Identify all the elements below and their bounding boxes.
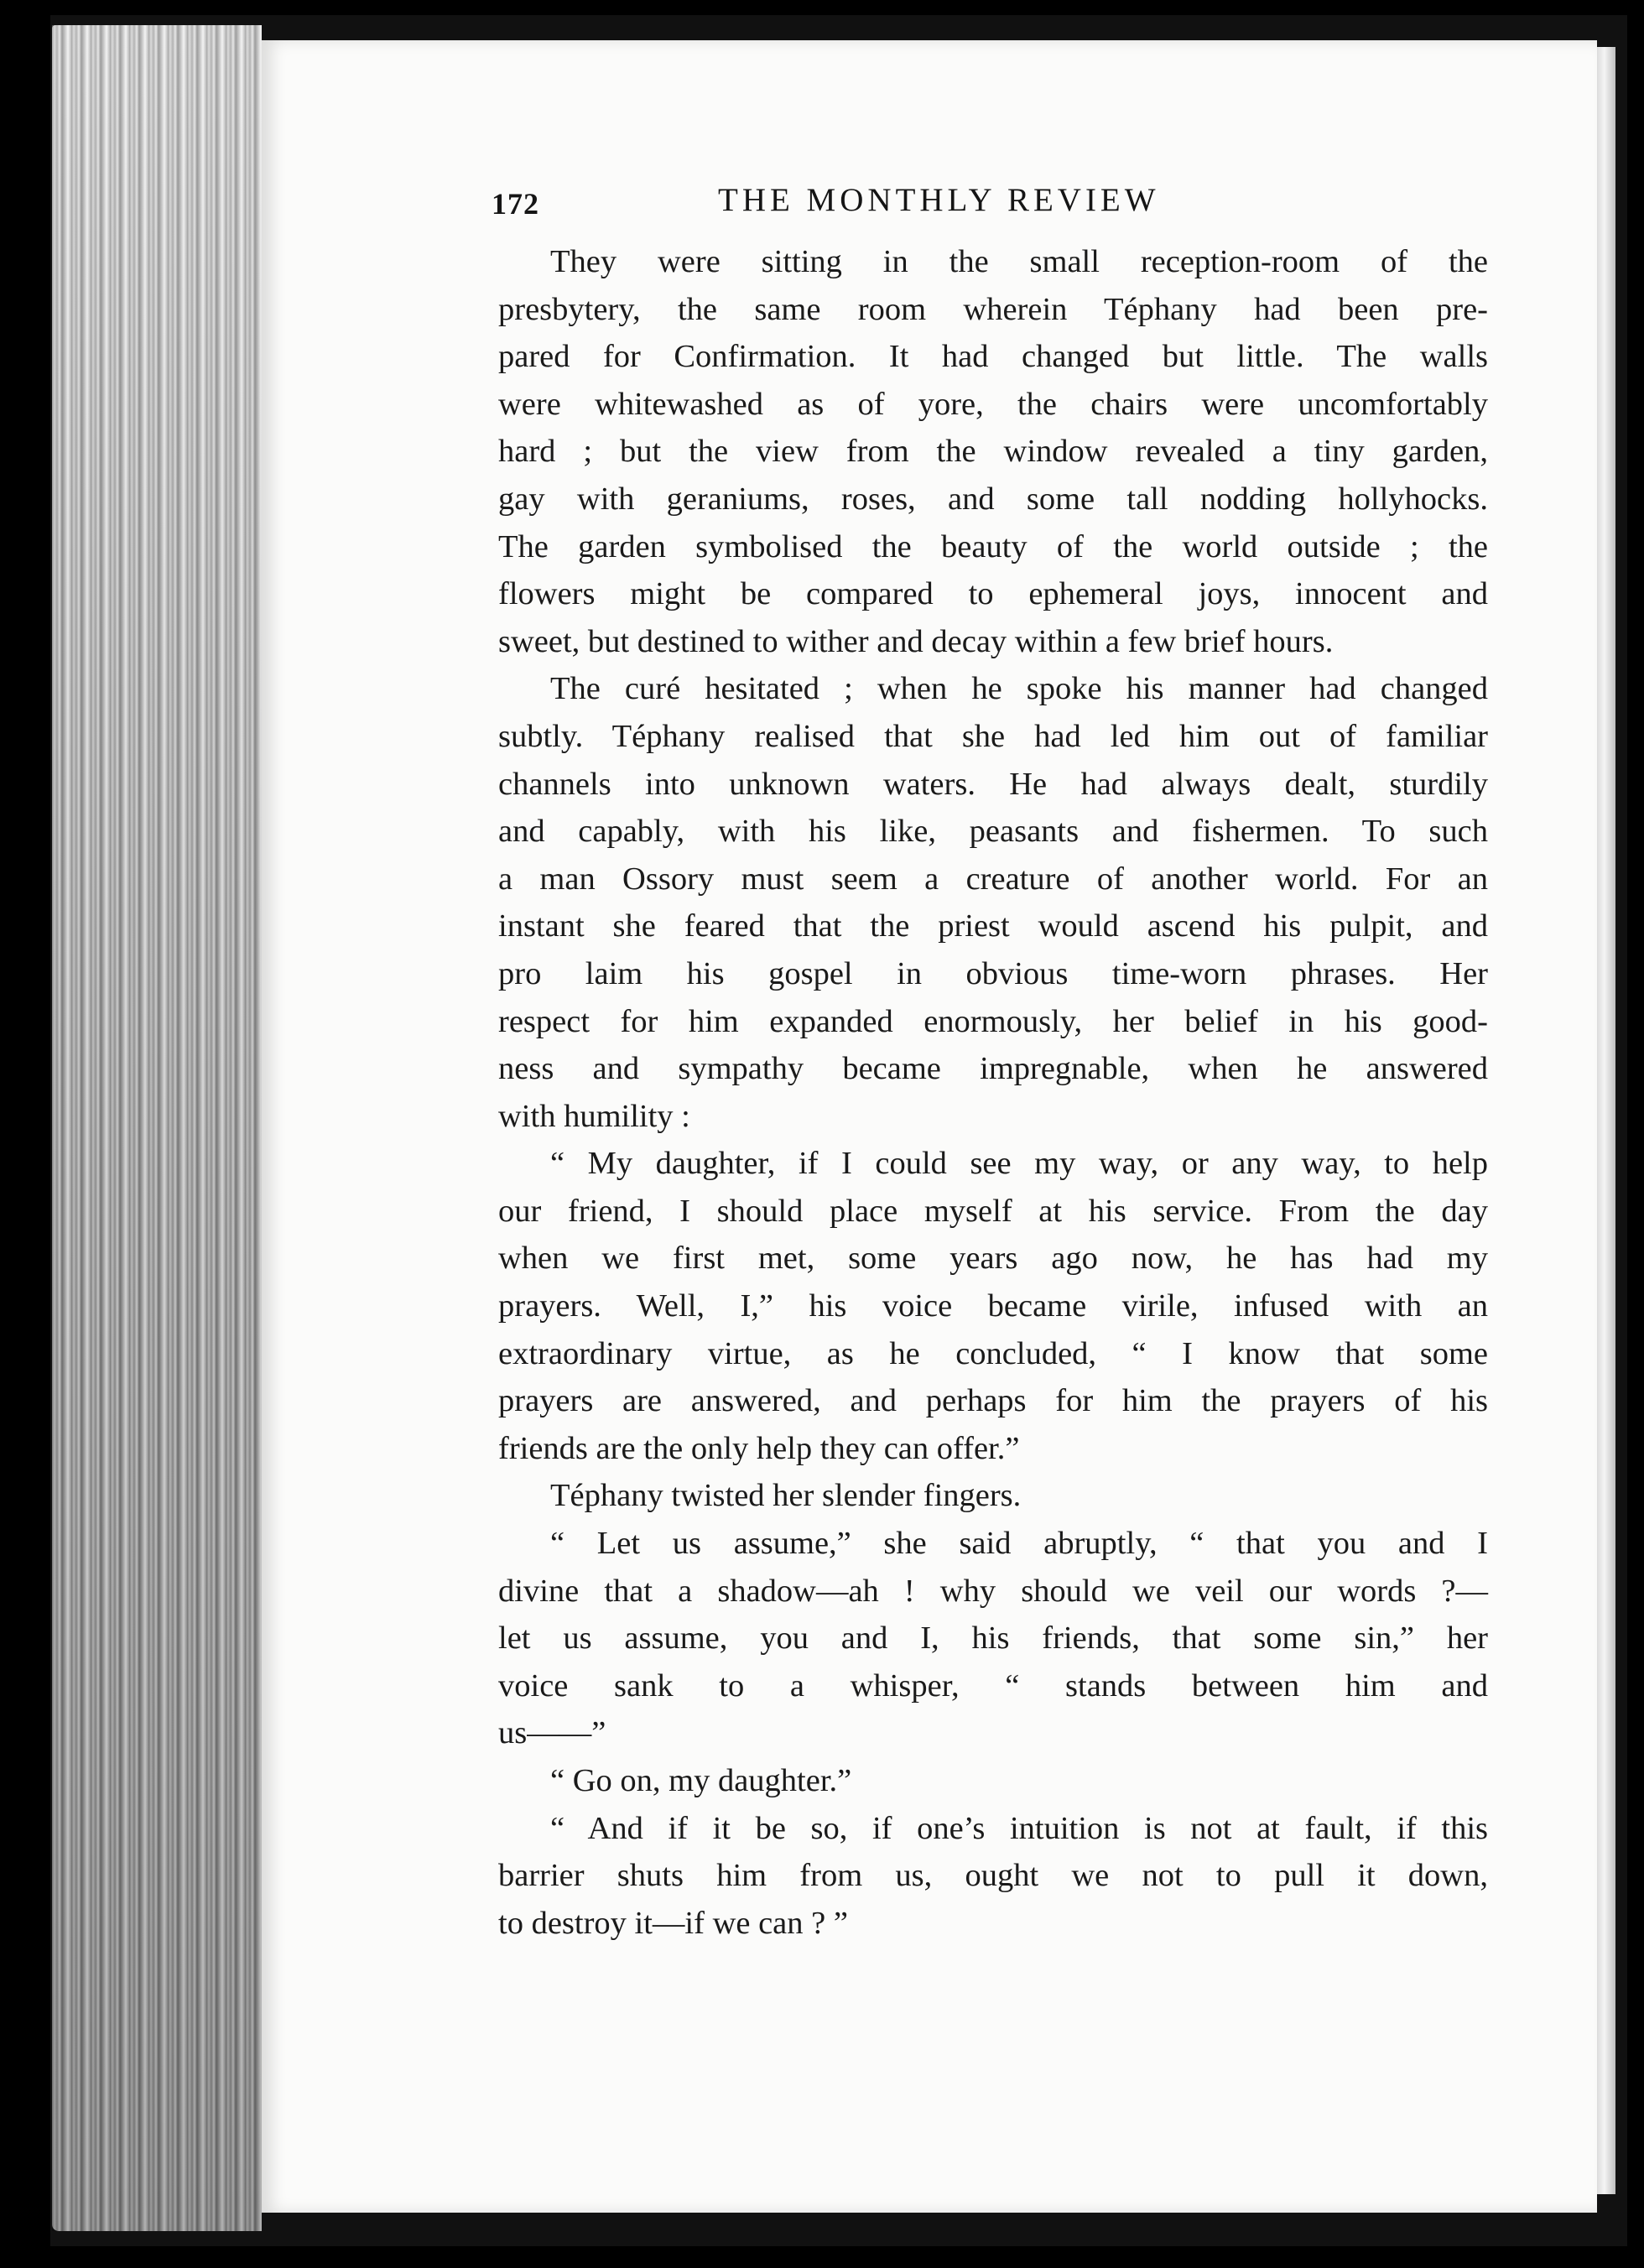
text-line: pared for Confirmation. It had changed but little. The walls bbox=[498, 339, 1488, 375]
text-line: ness and sympathy became impregnable, when he answered bbox=[498, 1051, 1488, 1087]
text-line: with humility : bbox=[498, 1098, 690, 1134]
text-line: “ And if it be so, if one’s intuition is not at fault, if this bbox=[550, 1810, 1488, 1846]
text-line: us——” bbox=[498, 1715, 606, 1751]
text-line: prayers. Well, I,” his voice became virile, infused with an bbox=[498, 1288, 1488, 1324]
text-line: when we first met, some years ago now, he has had my bbox=[498, 1241, 1488, 1277]
page-number: 172 bbox=[492, 187, 539, 221]
text-line: voice sank to a whisper, “ stands between him and bbox=[498, 1667, 1488, 1704]
text-line: prayers are answered, and perhaps for him the prayers of his bbox=[498, 1383, 1488, 1419]
text-line: barrier shuts him from us, ought we not to pull it down, bbox=[498, 1858, 1488, 1894]
text-line: a man Ossory must seem a creature of another world. For an bbox=[498, 861, 1488, 897]
text-line: “ Let us assume,” she said abruptly, “ that you and I bbox=[550, 1526, 1488, 1562]
text-line: and capably, with his like, peasants and fishermen. To such bbox=[498, 814, 1488, 850]
text-line: instant she feared that the priest would ascend his pulpit, and bbox=[498, 908, 1488, 944]
text-line: extraordinary virtue, as he concluded, “ I know that some bbox=[498, 1335, 1488, 1371]
right-page-edge bbox=[1597, 47, 1615, 2194]
text-line: pro laim his gospel in obvious time-worn phrases. Her bbox=[498, 955, 1488, 991]
page-edges bbox=[52, 25, 262, 2231]
text-line: Téphany twisted her slender fingers. bbox=[550, 1478, 1022, 1514]
text-line: subtly. Téphany realised that she had led him out of familiar bbox=[498, 718, 1488, 754]
running-head: THE MONTHLY REVIEW bbox=[718, 182, 1160, 218]
text-line: hard ; but the view from the window revealed a tiny garden, bbox=[498, 434, 1488, 470]
body-text bbox=[498, 238, 1488, 1947]
text-line: to destroy it—if we can ? ” bbox=[498, 1905, 848, 1941]
text-line: presbytery, the same room wherein Téphany had been pre- bbox=[498, 291, 1488, 327]
text-line: were whitewashed as of yore, the chairs were uncomfortably bbox=[498, 386, 1488, 422]
page-header bbox=[492, 181, 1498, 231]
text-line: They were sitting in the small reception-room of the bbox=[550, 244, 1488, 279]
text-line: channels into unknown waters. He had always dealt, sturdily bbox=[498, 766, 1488, 802]
text-line: let us assume, you and I, his friends, that some sin,” her bbox=[498, 1620, 1488, 1657]
text-line: friends are the only help they can offer.” bbox=[498, 1430, 1020, 1466]
text-line: divine that a shadow—ah ! why should we veil our words ?— bbox=[498, 1573, 1488, 1609]
text-line: our friend, I should place myself at his service. From the day bbox=[498, 1193, 1488, 1229]
text-line: The curé hesitated ; when he spoke his manner had changed bbox=[550, 671, 1488, 707]
text-line: flowers might be compared to ephemeral joys, innocent and bbox=[498, 576, 1488, 612]
text-line: “ My daughter, if I could see my way, or any way, to help bbox=[550, 1146, 1488, 1182]
text-line: respect for him expanded enormously, her belief in his good- bbox=[498, 1003, 1488, 1039]
text-line: The garden symbolised the beauty of the world outside ; the bbox=[498, 528, 1488, 564]
text-line: gay with geraniums, roses, and some tall nodding hollyhocks. bbox=[498, 481, 1488, 517]
text-line: “ Go on, my daughter.” bbox=[550, 1763, 852, 1798]
text-line: sweet, but destined to wither and decay within a few brief hours. bbox=[498, 623, 1334, 659]
